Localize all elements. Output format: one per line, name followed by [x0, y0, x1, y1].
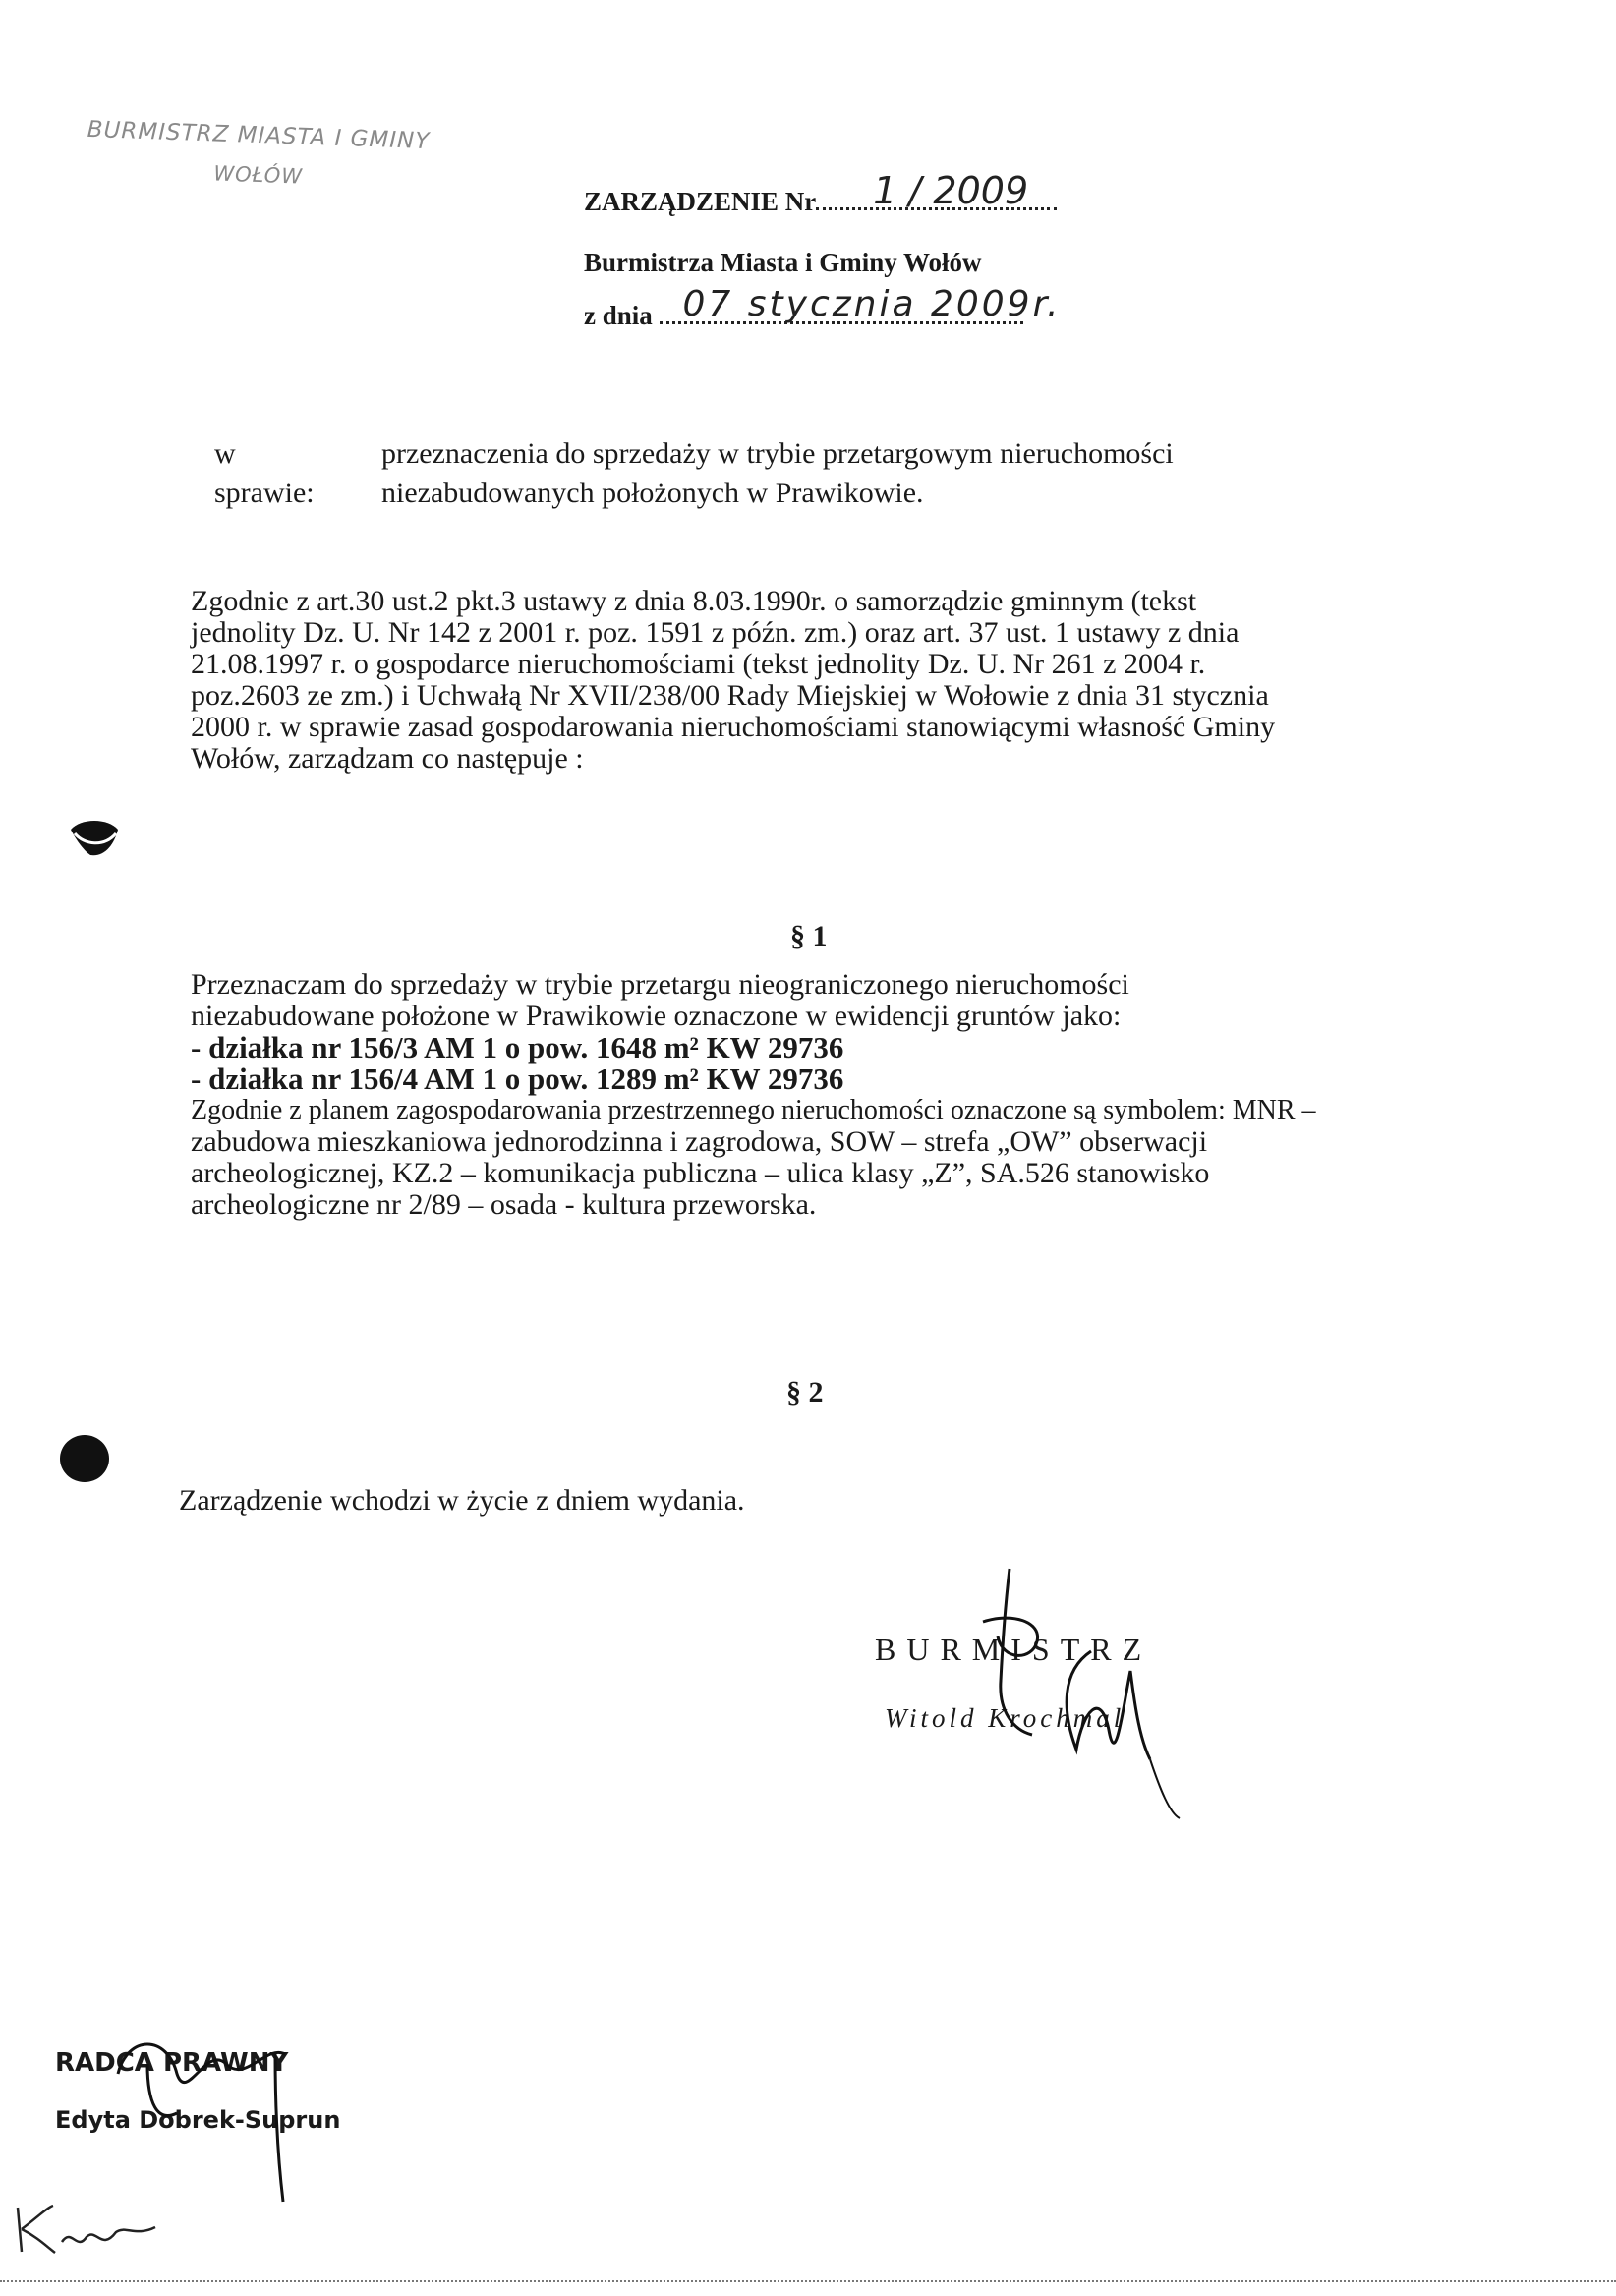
subject-line-1: przeznaczenia do sprzedaży w trybie przetargowym nieruchomości [381, 437, 1174, 470]
date-label: z dnia [584, 301, 653, 330]
page-bottom-edge [0, 2280, 1616, 2282]
legal-advisor-name: Edyta Dobrek-Suprun [55, 2106, 341, 2134]
section-1-heading: § 1 [790, 920, 828, 952]
issuer-stamp [86, 110, 431, 201]
issuer-stamp-line2: WOŁÓW [212, 161, 304, 189]
legal-advisor-signature [88, 2015, 324, 2211]
document-number: 1 / 2009 [873, 169, 1029, 212]
issuer: Burmistrza Miasta i Gminy Wołów [584, 248, 982, 277]
signature-title: BURMISTRZ [875, 1632, 1153, 1667]
section-1-intro: Przeznaczam do sprzedaży w trybie przetargu nieograniczonego nieruchomości [191, 968, 1129, 1001]
plot-item: - działka nr 156/3 AM 1 o pow. 1648 m² KW 29736 [191, 1030, 844, 1064]
preamble-line: Wołów, zarządzam co następuje : [191, 742, 584, 775]
title-row [584, 169, 1057, 248]
plan-line: archeologiczne nr 2/89 – osada - kultura przeworska. [191, 1188, 817, 1221]
document-date: 07 stycznia 2009r. [682, 284, 1062, 324]
plan-line: zabudowa mieszkaniowa jednorodzinna i zagrodowa, SOW – strefa „OW” obserwacji [191, 1125, 1208, 1158]
preamble-line: 21.08.1997 r. o gospodarce nieruchomościami (tekst jednolity Dz. U. Nr 261 z 2004 r. [191, 648, 1206, 680]
plan-line: Zgodnie z planem zagospodarowania przestrzennego nieruchomości oznaczone są symbolem: MNR – [191, 1095, 1316, 1125]
preamble-line: poz.2603 ze zm.) i Uchwałą Nr XVII/238/00 Rady Miejskiej w Wołowie z dnia 31 stycznia [191, 679, 1269, 712]
punch-hole-mark [65, 816, 124, 865]
punch-hole-mark [57, 1431, 112, 1486]
subject-line-2: niezabudowanych położonych w Prawikowie. [381, 477, 924, 509]
section-2-heading: § 2 [786, 1376, 824, 1408]
date-field [660, 284, 1062, 324]
section-1-intro: niezabudowane położone w Prawikowie oznaczone w ewidencji gruntów jako: [191, 1000, 1122, 1032]
section-1 [191, 969, 1435, 1221]
signature-name: Witold Krochmal [885, 1703, 1125, 1733]
preamble-line: Zgodnie z art.30 ust.2 pkt.3 ustawy z dnia 8.03.1990r. o samorządzie gminnym (tekst [191, 585, 1197, 617]
legal-advisor-title: RADCA PRAWNY [55, 2048, 289, 2078]
handwritten-signature [865, 1563, 1258, 1838]
issuer-stamp-line1: BURMISTRZ MIASTA I GMINY [87, 116, 431, 155]
subject-label: w sprawie: [214, 437, 315, 509]
date-row [584, 284, 1062, 362]
number-field [816, 169, 1057, 212]
plan-line: archeologicznej, KZ.2 – komunikacja publiczna – ulica klasy „Z”, SA.526 stanowisko [191, 1157, 1210, 1189]
preamble-line: jednolity Dz. U. Nr 142 z 2001 r. poz. 1591 z późn. zm.) oraz art. 37 ust. 1 ustawy z dnia [191, 616, 1240, 649]
preamble [191, 586, 1435, 775]
document-title: ZARZĄDZENIE Nr [584, 187, 817, 216]
plot-item: - działka nr 156/4 AM 1 o pow. 1289 m² KW 29736 [191, 1062, 844, 1096]
handwritten-initials [8, 2198, 175, 2267]
section-2-text: Zarządzenie wchodzi w życie z dniem wydania. [179, 1484, 745, 1517]
preamble-line: 2000 r. w sprawie zasad gospodarowania nieruchomościami stanowiącymi własność Gminy [191, 711, 1276, 743]
document-header [584, 169, 1062, 362]
